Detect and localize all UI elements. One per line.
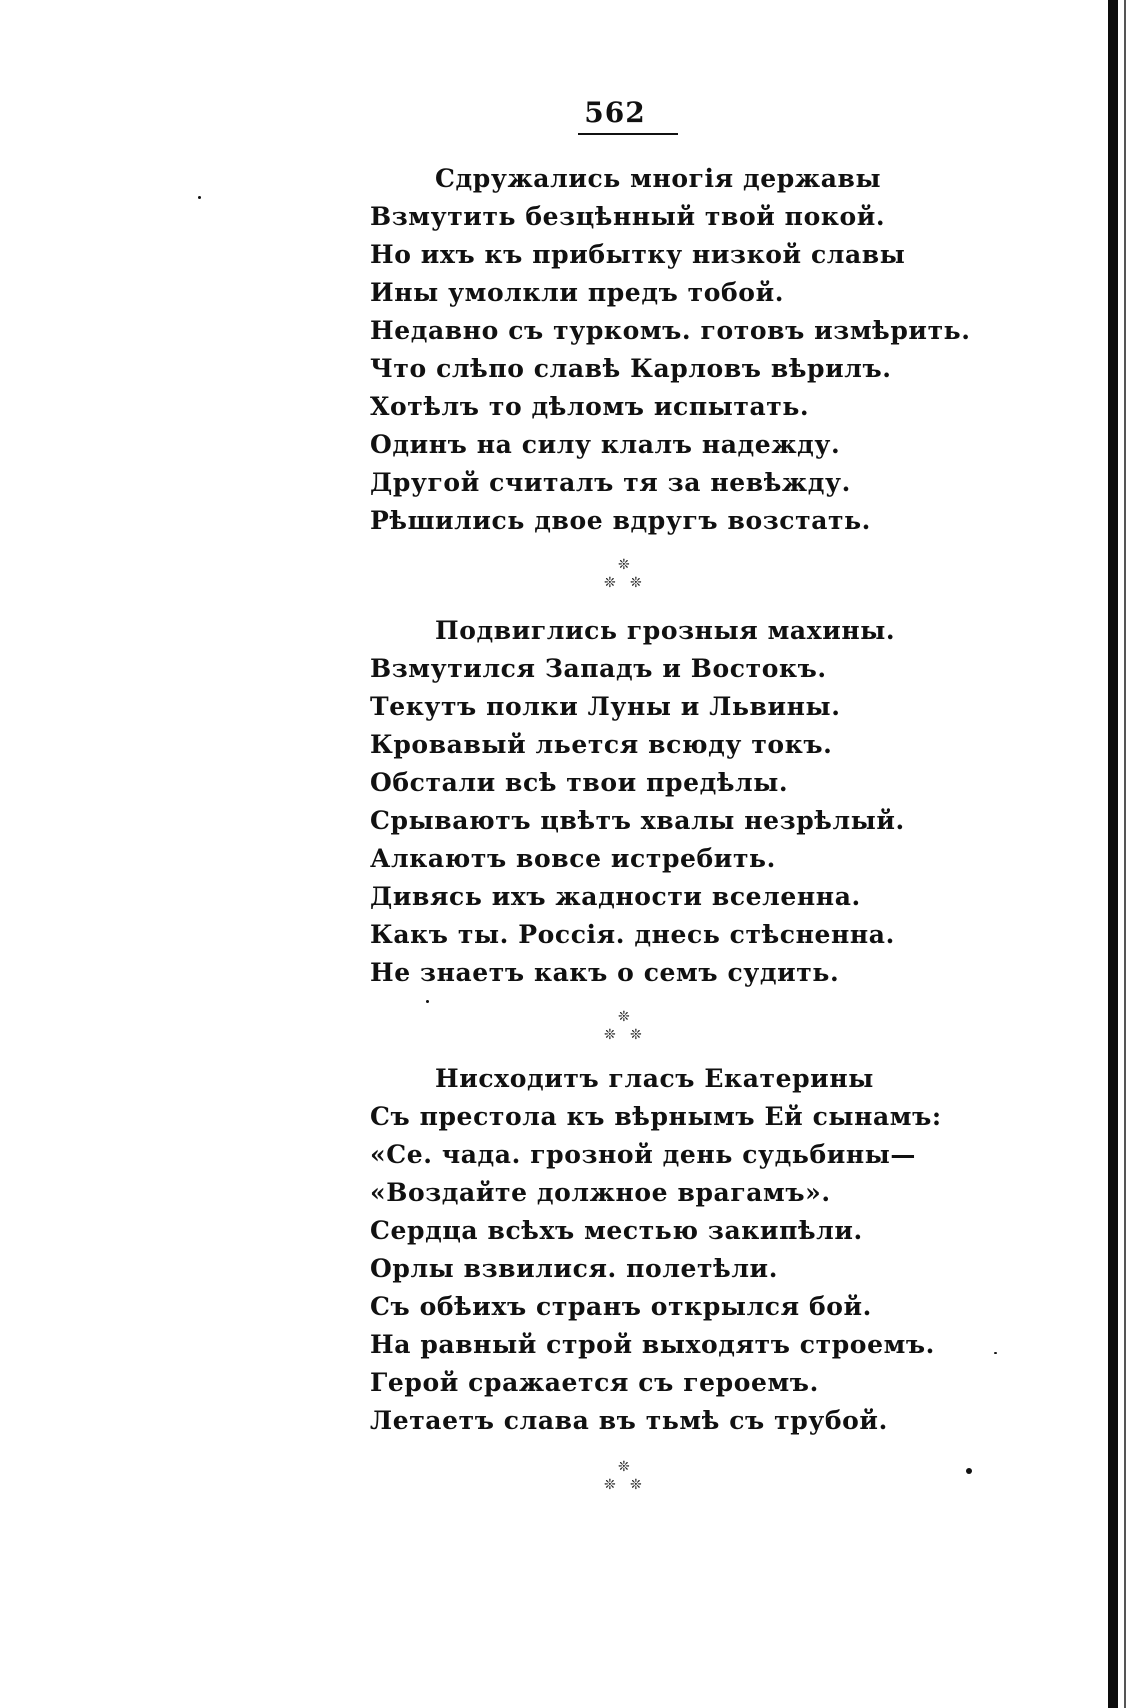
verse-line: Герой сражается съ героемъ.: [370, 1368, 819, 1397]
verse-line: Кровавый льется всюду токъ.: [370, 730, 833, 759]
verse-line: Какъ ты. Россія. днесь стѣсненна.: [370, 920, 895, 949]
verse-line: Недавно съ туркомъ. готовъ измѣрить.: [370, 316, 971, 345]
page-edge-line: [1124, 0, 1126, 1708]
verse-line: На равный строй выходятъ строемъ.: [370, 1330, 935, 1359]
scan-speck: [426, 1000, 429, 1003]
verse-line: Взмутился Западъ и Востокъ.: [370, 654, 827, 683]
page-number-rule: [578, 133, 678, 135]
asterism-star-icon: ❊: [630, 1477, 642, 1493]
verse-line: Подвиглись грозныя махины.: [435, 616, 896, 645]
verse-line: Другой считалъ тя за невѣжду.: [370, 468, 851, 497]
verse-line: Ины умолкли предъ тобой.: [370, 278, 785, 307]
verse-line: Сдружались многія державы: [435, 164, 882, 193]
verse-line: Съ обѣихъ странъ открылся бой.: [370, 1292, 872, 1321]
verse-line: Рѣшились двое вдругъ возстать.: [370, 506, 871, 535]
asterism-star-icon: ❊: [604, 1477, 616, 1493]
stanza-3: [370, 1060, 942, 1440]
verse-line: Орлы взвилися. полетѣли.: [370, 1254, 779, 1283]
verse-line: Летаетъ слава въ тьмѣ съ трубой.: [370, 1406, 888, 1435]
scan-speck: [966, 1468, 972, 1474]
page-number: 562: [584, 96, 646, 129]
verse-line: «Се. чада. грозной день судьбины—: [370, 1140, 917, 1169]
verse-line: Не знаетъ какъ о семъ судить.: [370, 958, 840, 987]
verse-line: Обстали всѣ твои предѣлы.: [370, 768, 789, 797]
verse-line: Хотѣлъ то дѣломъ испытать.: [370, 392, 810, 421]
verse-line: Алкаютъ вовсе истребить.: [370, 844, 776, 873]
page-edge-shadow: [1108, 0, 1118, 1708]
verse-line: Съ престола къ вѣрнымъ Ей сынамъ:: [370, 1102, 942, 1131]
verse-line: Взмутить безцѣнный твой покой.: [370, 202, 886, 231]
asterism-star-icon: ❊: [630, 575, 642, 591]
verse-line: Одинъ на силу клалъ надежду.: [370, 430, 841, 459]
asterism-star-icon: ❊: [618, 1459, 630, 1475]
verse-line: Но ихъ къ прибытку низкой славы: [370, 240, 906, 269]
stanza-1: [370, 160, 971, 540]
verse-line: «Воздайте должное врагамъ».: [370, 1178, 831, 1207]
verse-line: Сердца всѣхъ местью закипѣли.: [370, 1216, 863, 1245]
verse-line: Срываютъ цвѣтъ хвалы незрѣлый.: [370, 806, 905, 835]
verse-line: Текутъ полки Луны и Львины.: [370, 692, 841, 721]
scan-speck: [198, 196, 201, 199]
asterism-divider-2: [600, 1010, 650, 1046]
asterism-star-icon: ❊: [604, 1027, 616, 1043]
verse-line: Дивясь ихъ жадности вселенна.: [370, 882, 861, 911]
asterism-star-icon: ❊: [604, 575, 616, 591]
stanza-2: [370, 612, 905, 992]
asterism-star-icon: ❊: [630, 1027, 642, 1043]
scan-speck: [994, 1352, 997, 1354]
asterism-divider-3: [600, 1460, 650, 1496]
asterism-star-icon: ❊: [618, 557, 630, 573]
verse-line: Что слѣпо славѣ Карловъ вѣрилъ.: [370, 354, 892, 383]
asterism-star-icon: ❊: [618, 1009, 630, 1025]
verse-line: Нисходитъ гласъ Екатерины: [435, 1064, 874, 1093]
asterism-divider-1: [600, 558, 650, 594]
